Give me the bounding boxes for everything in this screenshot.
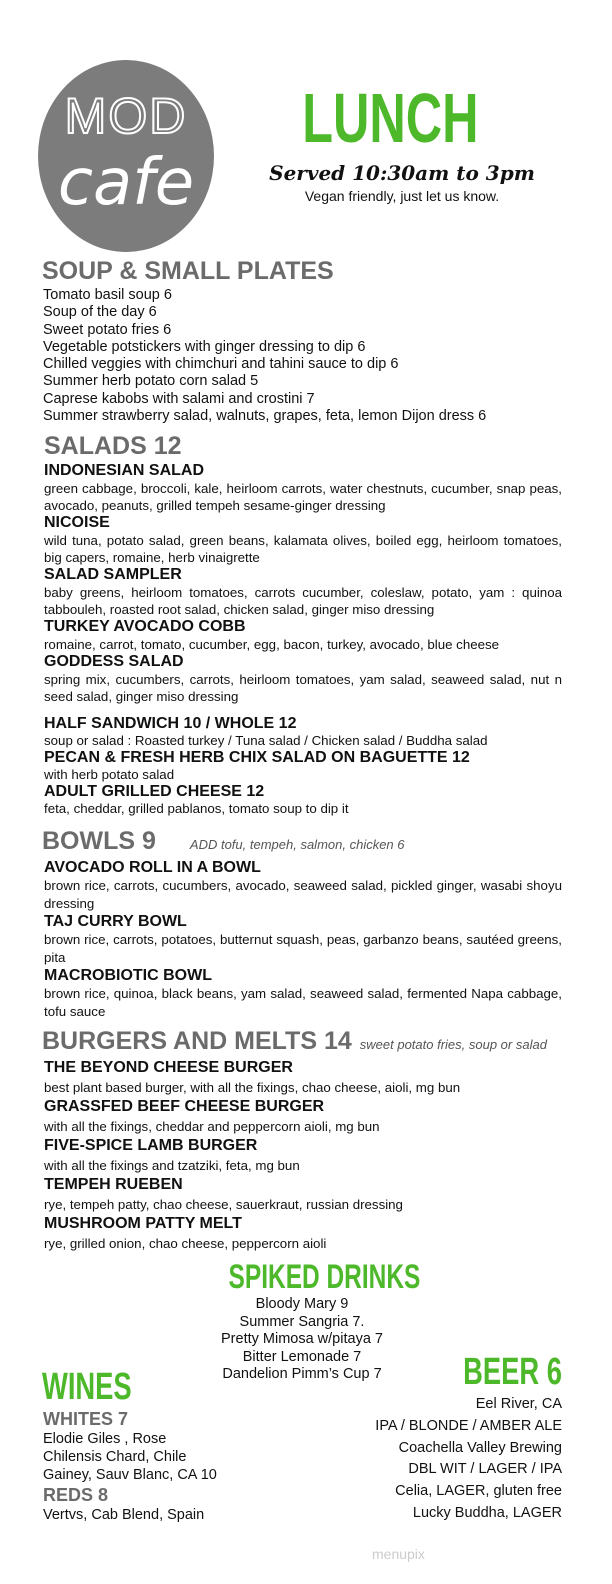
item-name: NICOISE bbox=[44, 514, 110, 531]
item-name: TEMPEH RUEBEN bbox=[44, 1176, 183, 1193]
logo-cafe-text: cafe bbox=[57, 146, 195, 220]
vegan-note: Vegan friendly, just let us know. bbox=[304, 188, 500, 204]
beer-heading: BEER 6 bbox=[463, 1351, 562, 1393]
item-desc: spring mix, cucumbers, carrots, heirloom tomatoes, yam salad, seaweed salad, nut n seed salad, ginger miso dressing bbox=[44, 672, 562, 704]
list-item: Tomato basil soup 6 bbox=[43, 287, 172, 303]
reds-heading: REDS 8 bbox=[43, 1485, 109, 1505]
beer-list bbox=[330, 1394, 562, 1525]
bowls-addons: ADD tofu, tempeh, salmon, chicken 6 bbox=[189, 837, 405, 852]
spiked-drinks-list bbox=[200, 1296, 404, 1384]
page-title: LUNCH bbox=[302, 79, 479, 157]
serving-hours: Served 10:30am to 3pm bbox=[269, 161, 535, 185]
item-name: AVOCADO ROLL IN A BOWL bbox=[44, 859, 261, 876]
item-name: MUSHROOM PATTY MELT bbox=[44, 1215, 242, 1232]
burgers-sides: sweet potato fries, soup or salad bbox=[359, 1037, 547, 1052]
salads-list bbox=[44, 462, 562, 705]
salads-heading: SALADS 12 bbox=[44, 432, 182, 460]
list-item: Summer herb potato corn salad 5 bbox=[43, 373, 259, 390]
list-item: Soup of the day 6 bbox=[43, 304, 157, 321]
cafe-logo bbox=[38, 60, 214, 252]
list-item: Eel River, CA bbox=[475, 1396, 562, 1412]
item-desc: brown rice, carrots, cucumbers, avocado, seaweed salad, pickled ginger, wasabi shoyu dressing bbox=[44, 878, 562, 911]
item-name: MACROBIOTIC BOWL bbox=[44, 967, 212, 984]
item-name: GODDESS SALAD bbox=[44, 653, 184, 670]
list-item: Lucky Buddha, LAGER bbox=[412, 1504, 562, 1521]
list-item: Elodie Giles , Rose bbox=[43, 1431, 167, 1447]
bowls-title: BOWLS 9 bbox=[42, 827, 156, 855]
watermark: menupix bbox=[372, 1546, 425, 1562]
item-name: FIVE-SPICE LAMB BURGER bbox=[44, 1137, 258, 1154]
item-desc: soup or salad : Roasted turkey / Tuna salad / Chicken salad / Buddha salad bbox=[44, 733, 488, 748]
item-desc: rye, grilled onion, chao cheese, peppercorn aioli bbox=[44, 1236, 327, 1251]
item-desc: wild tuna, potato salad, green beans, kalamata olives, boiled egg, heirloom tomatoes, big capers, romaine, herb vinaigrette bbox=[44, 533, 562, 565]
list-item: DBL WIT / LAGER / IPA bbox=[408, 1461, 562, 1478]
soup-heading: SOUP & SMALL PLATES bbox=[42, 257, 334, 285]
item-name: TURKEY AVOCADO COBB bbox=[44, 618, 246, 635]
list-item: Caprese kabobs with salami and crostini 7 bbox=[43, 390, 315, 407]
list-item: Chilensis Chard, Chile bbox=[43, 1449, 187, 1465]
list-item: Sweet potato fries 6 bbox=[43, 321, 172, 338]
item-name: ADULT GRILLED CHEESE 12 bbox=[44, 783, 265, 800]
item-name: INDONESIAN SALAD bbox=[44, 462, 205, 479]
item-name: TAJ CURRY BOWL bbox=[44, 913, 187, 930]
item-desc: with all the fixings and tzatziki, feta, mg bun bbox=[44, 1158, 300, 1173]
spiked-drinks-heading: SPIKED DRINKS bbox=[228, 1258, 421, 1296]
burgers-title: BURGERS AND MELTS 14 bbox=[42, 1027, 352, 1055]
list-item: Vertvs, Cab Blend, Spain bbox=[43, 1507, 205, 1523]
list-item: Gainey, Sauv Blanc, CA 10 bbox=[43, 1467, 217, 1483]
whites-heading: WHITES 7 bbox=[43, 1409, 129, 1429]
item-name: SALAD SAMPLER bbox=[44, 566, 182, 583]
wines-heading: WINES bbox=[42, 1366, 132, 1408]
item-desc: rye, tempeh patty, chao cheese, sauerkraut, russian dressing bbox=[44, 1197, 403, 1212]
item-name: GRASSFED BEEF CHEESE BURGER bbox=[44, 1098, 325, 1115]
burgers-heading bbox=[42, 1026, 547, 1060]
list-item: Dandelion Pimm’s Cup 7 bbox=[222, 1366, 382, 1382]
item-name: THE BEYOND CHEESE BURGER bbox=[44, 1059, 293, 1076]
item-desc: feta, cheddar, grilled pablanos, tomato soup to dip it bbox=[44, 801, 349, 816]
item-desc: with herb potato salad bbox=[44, 767, 175, 782]
list-item: Bloody Mary 9 bbox=[255, 1296, 349, 1312]
logo-mid-text: MOD bbox=[64, 88, 188, 144]
item-desc: with all the fixings, cheddar and peppercorn aioli, mg bun bbox=[44, 1119, 380, 1134]
list-item: IPA / BLONDE / AMBER ALE bbox=[375, 1417, 562, 1434]
sandwiches-list bbox=[44, 715, 562, 817]
list-item: Coachella Valley Brewing bbox=[398, 1439, 562, 1456]
list-item: Pretty Mimosa w/pitaya 7 bbox=[221, 1331, 383, 1347]
list-item: Vegetable potstickers with ginger dressing to dip 6 bbox=[43, 338, 366, 355]
list-item: Chilled veggies with chimchuri and tahini sauce to dip 6 bbox=[43, 356, 399, 373]
list-item: Bitter Lemonade 7 bbox=[242, 1348, 362, 1365]
list-item: Summer strawberry salad, walnuts, grapes, feta, lemon Dijon dress 6 bbox=[43, 408, 487, 425]
list-item: Summer Sangria 7. bbox=[239, 1313, 365, 1330]
item-name: PECAN & FRESH HERB CHIX SALAD ON BAGUETTE 12 bbox=[44, 749, 470, 766]
item-desc: brown rice, quinoa, black beans, yam salad, seaweed salad, fermented Napa cabbage, tofu sauce bbox=[44, 986, 562, 1019]
item-desc: romaine, carrot, tomato, cucumber, egg, bacon, turkey, avocado, blue cheese bbox=[44, 637, 500, 652]
bowls-heading bbox=[42, 826, 405, 860]
wines-list bbox=[43, 1408, 303, 1524]
list-item: Celia, LAGER, gluten free bbox=[395, 1483, 562, 1500]
burgers-list bbox=[44, 1058, 562, 1253]
item-name: HALF SANDWICH 10 / WHOLE 12 bbox=[44, 715, 297, 732]
item-desc: brown rice, carrots, potatoes, butternut squash, peas, garbanzo beans, sautéed greens, pita bbox=[44, 932, 562, 965]
bowls-list bbox=[44, 858, 562, 1020]
item-desc: green cabbage, broccoli, kale, heirloom carrots, water chestnuts, cucumber, snap peas, avocado, peanuts, grilled tempeh sesame-ginger dressing bbox=[44, 481, 562, 513]
item-desc: baby greens, heirloom tomatoes, carrots cucumber, coleslaw, potato, yam : quinoa tabbouleh, roasted root salad, chicken salad, ginger miso dressing bbox=[44, 585, 562, 617]
soup-list bbox=[43, 287, 583, 425]
item-desc: best plant based burger, with all the fixings, chao cheese, aioli, mg bun bbox=[44, 1080, 461, 1095]
